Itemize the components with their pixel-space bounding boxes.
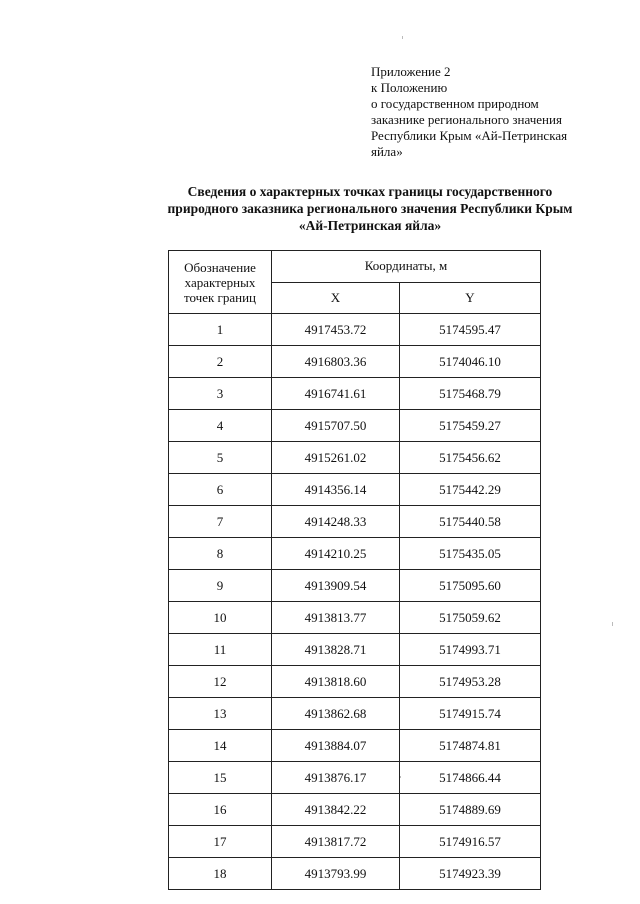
x-coordinate-cell: 4913862.68 <box>272 698 400 730</box>
y-coordinate-cell: 5174915.74 <box>400 698 541 730</box>
point-number-cell: 1 <box>169 314 272 346</box>
y-coordinate-cell: 5175456.62 <box>400 442 541 474</box>
point-label-header: Обозначение характерных точек границ <box>169 251 272 314</box>
x-coordinate-cell: 4913813.77 <box>272 602 400 634</box>
table-row <box>169 506 541 538</box>
x-coordinate-cell: 4914248.33 <box>272 506 400 538</box>
point-number-cell: 6 <box>169 474 272 506</box>
appendix-note <box>371 64 621 160</box>
x-header: X <box>272 282 400 314</box>
y-coordinate-cell: 5175440.58 <box>400 506 541 538</box>
point-number-cell: 15 <box>169 762 272 794</box>
x-coordinate-cell: 4913817.72 <box>272 826 400 858</box>
table-row <box>169 602 541 634</box>
x-coordinate-cell: 4913842.22 <box>272 794 400 826</box>
y-coordinate-cell: 5175095.60 <box>400 570 541 602</box>
point-number-cell: 16 <box>169 794 272 826</box>
table-row <box>169 762 541 794</box>
x-coordinate-cell: 4913818.60 <box>272 666 400 698</box>
appendix-line: Приложение 2 <box>371 64 451 79</box>
appendix-line: о государственном природном <box>371 96 539 111</box>
table-body <box>169 314 541 890</box>
point-number-cell: 8 <box>169 538 272 570</box>
point-number-cell: 11 <box>169 634 272 666</box>
y-coordinate-cell: 5174866.44 <box>400 762 541 794</box>
y-coordinate-cell: 5175059.62 <box>400 602 541 634</box>
appendix-line: к Положению <box>371 80 448 95</box>
y-coordinate-cell: 5174889.69 <box>400 794 541 826</box>
scan-speck <box>400 776 401 778</box>
table-row <box>169 314 541 346</box>
x-coordinate-cell: 4913876.17 <box>272 762 400 794</box>
appendix-line: яйла» <box>371 144 403 159</box>
scan-speck <box>612 622 613 626</box>
coords-header: Координаты, м <box>272 251 541 283</box>
table-row <box>169 698 541 730</box>
x-coordinate-cell: 4913909.54 <box>272 570 400 602</box>
x-coordinate-cell: 4913828.71 <box>272 634 400 666</box>
table-row <box>169 794 541 826</box>
table-row <box>169 346 541 378</box>
y-coordinate-cell: 5174595.47 <box>400 314 541 346</box>
table-row <box>169 474 541 506</box>
y-coordinate-cell: 5175468.79 <box>400 378 541 410</box>
point-number-cell: 17 <box>169 826 272 858</box>
x-coordinate-cell: 4915261.02 <box>272 442 400 474</box>
x-coordinate-cell: 4916803.36 <box>272 346 400 378</box>
y-coordinate-cell: 5174874.81 <box>400 730 541 762</box>
table-row <box>169 634 541 666</box>
title-line: Сведения о характерных точках границы государственного <box>187 184 553 199</box>
y-coordinate-cell: 5175459.27 <box>400 410 541 442</box>
coordinates-table <box>168 250 541 890</box>
table-row <box>169 730 541 762</box>
point-number-cell: 13 <box>169 698 272 730</box>
table-row <box>169 666 541 698</box>
x-coordinate-cell: 4913884.07 <box>272 730 400 762</box>
point-number-cell: 5 <box>169 442 272 474</box>
table-row <box>169 538 541 570</box>
table-row <box>169 826 541 858</box>
table-row <box>169 410 541 442</box>
y-header: Y <box>400 282 541 314</box>
document-title <box>90 183 640 234</box>
x-coordinate-cell: 4915707.50 <box>272 410 400 442</box>
title-line: природного заказника регионального значения Республики Крым <box>167 201 573 216</box>
point-number-cell: 14 <box>169 730 272 762</box>
y-coordinate-cell: 5174046.10 <box>400 346 541 378</box>
x-coordinate-cell: 4917453.72 <box>272 314 400 346</box>
table-header <box>169 251 541 314</box>
y-coordinate-cell: 5174923.39 <box>400 858 541 890</box>
appendix-line: Республики Крым «Ай-Петринская <box>371 128 568 143</box>
scan-speck <box>402 36 403 39</box>
point-number-cell: 4 <box>169 410 272 442</box>
y-coordinate-cell: 5174916.57 <box>400 826 541 858</box>
x-coordinate-cell: 4914210.25 <box>272 538 400 570</box>
appendix-line: заказнике регионального значения <box>371 112 562 127</box>
point-number-cell: 2 <box>169 346 272 378</box>
table-row <box>169 858 541 890</box>
x-coordinate-cell: 4914356.14 <box>272 474 400 506</box>
point-number-cell: 18 <box>169 858 272 890</box>
point-number-cell: 10 <box>169 602 272 634</box>
point-number-cell: 12 <box>169 666 272 698</box>
point-number-cell: 7 <box>169 506 272 538</box>
y-coordinate-cell: 5174953.28 <box>400 666 541 698</box>
x-coordinate-cell: 4913793.99 <box>272 858 400 890</box>
y-coordinate-cell: 5175442.29 <box>400 474 541 506</box>
title-line: «Ай-Петринская яйла» <box>298 218 442 233</box>
table-row <box>169 378 541 410</box>
y-coordinate-cell: 5175435.05 <box>400 538 541 570</box>
point-number-cell: 9 <box>169 570 272 602</box>
point-number-cell: 3 <box>169 378 272 410</box>
table-row <box>169 442 541 474</box>
y-coordinate-cell: 5174993.71 <box>400 634 541 666</box>
x-coordinate-cell: 4916741.61 <box>272 378 400 410</box>
table-row <box>169 570 541 602</box>
